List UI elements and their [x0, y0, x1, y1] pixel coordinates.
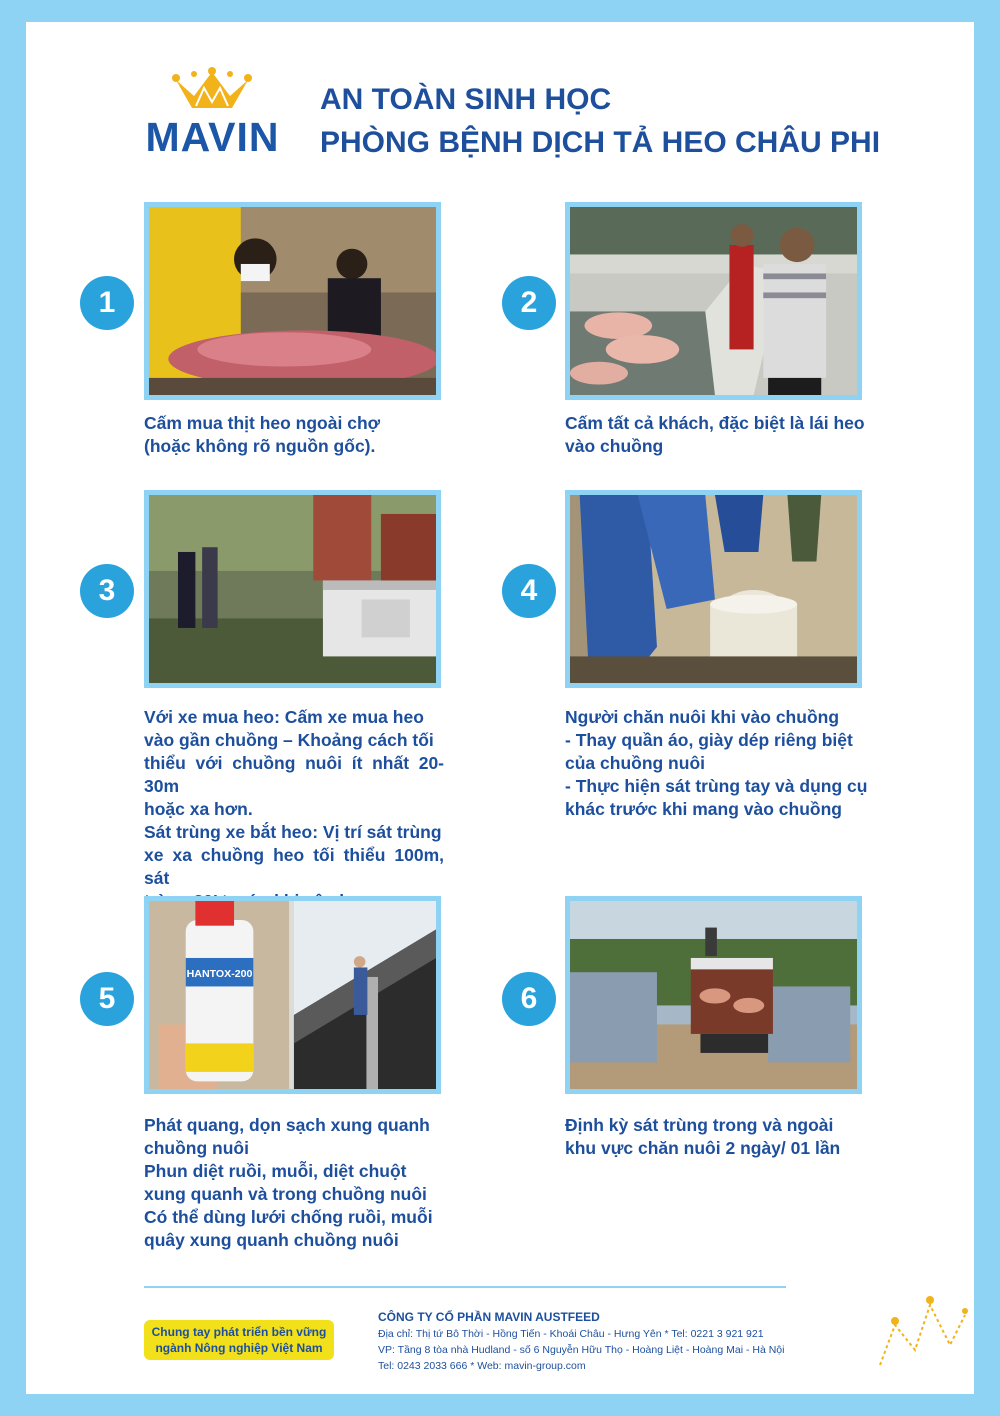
caption-line: xung quanh và trong chuồng nuôi — [144, 1184, 427, 1204]
title-line-2: PHÒNG BỆNH DỊCH TẢ HEO CHÂU PHI — [320, 126, 881, 159]
caption-line: vào gần chuồng – Khoảng cách tối — [144, 730, 434, 750]
caption-line: Cấm tất cả khách, đặc biệt là lái heo — [565, 413, 865, 433]
step-4-photo — [565, 490, 862, 688]
page-title — [320, 78, 940, 164]
crown-decoration-icon — [870, 1275, 970, 1375]
slogan-line-1: Chung tay phát triển bền vững — [151, 1325, 327, 1339]
caption-line: Phun diệt ruồi, muỗi, diệt chuột — [144, 1161, 407, 1181]
caption-line: - Thực hiện sát trùng tay và dụng cụ — [565, 776, 868, 796]
bottle-label: HANTOX-200 — [186, 968, 253, 980]
slogan-line-2: ngành Nông nghiệp Việt Nam — [155, 1341, 323, 1355]
step-6-photo — [565, 896, 862, 1094]
company-contact: Tel: 0243 2033 666 * Web: mavin-group.com — [378, 1360, 586, 1372]
step-number-4: 4 — [502, 564, 556, 618]
step-number-5: 5 — [80, 972, 134, 1026]
step-2-caption — [565, 412, 875, 458]
caption-line: hoặc xa hơn. — [144, 799, 253, 819]
step-4-caption — [565, 706, 875, 821]
step-number-1: 1 — [80, 276, 134, 330]
caption-line: Với xe mua heo: Cấm xe mua heo — [144, 707, 424, 727]
step-5-photo — [144, 896, 441, 1094]
caption-line: Phát quang, dọn sạch xung quanh — [144, 1115, 430, 1135]
caption-line: vào chuồng — [565, 436, 664, 456]
title-line-1: AN TOÀN SINH HỌC — [320, 83, 612, 116]
caption-line: quây xung quanh chuồng nuôi — [144, 1230, 399, 1250]
caption-line: (hoặc không rõ nguồn gốc). — [144, 436, 376, 456]
logo-wordmark: MAVIN — [145, 114, 280, 160]
caption-line: thiểu với chuồng nuôi ít nhất 20-30m — [144, 753, 444, 796]
caption-line: khác trước khi mang vào chuồng — [565, 799, 842, 819]
step-5-caption — [144, 1114, 444, 1252]
caption-line: chuồng nuôi — [144, 1138, 249, 1158]
caption-line: Sát trùng xe bắt heo: Vị trí sát trùng — [144, 822, 442, 842]
caption-line: Cấm mua thịt heo ngoài chợ — [144, 413, 381, 433]
crown-icon — [172, 66, 252, 116]
caption-line: của chuồng nuôi — [565, 753, 705, 773]
caption-line: khu vực chăn nuôi 2 ngày/ 01 lần — [565, 1138, 841, 1158]
step-1-photo — [144, 202, 441, 400]
step-number-6: 6 — [502, 972, 556, 1026]
company-info — [378, 1308, 808, 1374]
step-3-photo — [144, 490, 441, 688]
mavin-logo — [140, 66, 285, 161]
company-office: VP: Tầng 8 tòa nhà Hudland - số 6 Nguyễn Hữu Thọ - Hoàng Liệt - Hoàng Mai - Hà Nội — [378, 1344, 785, 1356]
caption-line: - Thay quần áo, giày dép riêng biệt — [565, 730, 853, 750]
company-name: CÔNG TY CỔ PHẦN MAVIN AUSTFEED — [378, 1310, 600, 1324]
caption-line: Định kỳ sát trùng trong và ngoài — [565, 1115, 834, 1135]
slogan-badge — [144, 1320, 334, 1360]
footer-divider — [144, 1286, 786, 1288]
step-number-2: 2 — [502, 276, 556, 330]
step-1-caption — [144, 412, 444, 458]
step-2-photo — [565, 202, 862, 400]
caption-line: Người chăn nuôi khi vào chuồng — [565, 707, 840, 727]
company-address: Địa chỉ: Thị tứ Bô Thời - Hồng Tiến - Khoái Châu - Hưng Yên * Tel: 0221 3 921 921 — [378, 1328, 764, 1340]
step-3-caption — [144, 706, 444, 913]
step-6-caption — [565, 1114, 861, 1160]
step-number-3: 3 — [80, 564, 134, 618]
caption-line: Có thể dùng lưới chống ruồi, muỗi — [144, 1207, 433, 1227]
caption-line: xe xa chuồng heo tối thiểu 100m, sát — [144, 845, 444, 888]
